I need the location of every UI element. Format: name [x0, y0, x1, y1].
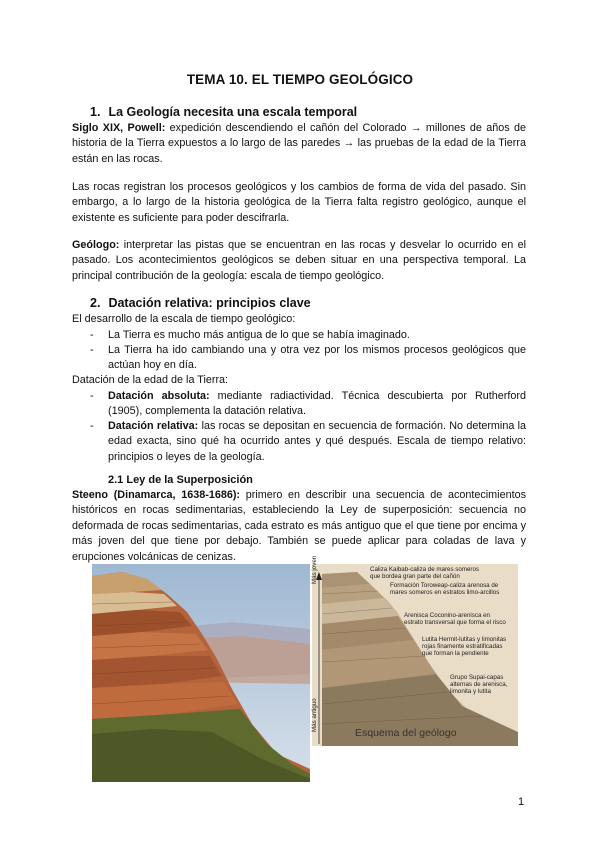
powell-text: expedición descendiendo el cañón del Colorado → millones de años de historia de la Tierra expuestos a lo largo de las paredes → las pruebas de la edad de la Tierra están en las rocas. [72, 122, 526, 165]
absolute-dating-text: mediante radiactividad. Técnica descubierta por Rutherford (1905), complementa la datación relativa. [108, 390, 526, 418]
relative-dating-text: las rocas se depositan en secuencia de formación. No determina la edad exacta, sino qué ha ocurrido antes y qué después. Escala de tiempo relativo: principios o leyes de la geología. [108, 420, 527, 463]
scale-intro-text: El desarrollo de la escala de tiempo geológico: [72, 313, 296, 325]
subsection-2-1-heading: 2.1 Ley de la Superposición [108, 474, 253, 486]
bullet-dash: - [90, 390, 94, 402]
list-item-earth-older [90, 328, 526, 343]
label-toroweap: Formación Toroweap-caliza arenosa de mares someros en estratos limo-arcillos [390, 582, 500, 596]
geologist-diagram [311, 555, 518, 746]
section-2-number: 2. [90, 296, 101, 310]
absolute-dating-label: Datación absoluta: [108, 390, 210, 402]
bullet-dash: - [90, 420, 94, 432]
label-supai: Grupo Supai-capas alternas de arenisca, limonita y lutita [450, 674, 508, 695]
grand-canyon-photo [92, 564, 310, 782]
relative-dating-label: Datación relativa: [108, 420, 199, 432]
bullet-text [108, 419, 526, 465]
bullet-dash: - [90, 329, 94, 341]
bullet-text [108, 389, 526, 420]
figure-caption: Esquema del geólogo [355, 727, 457, 739]
paragraph-steeno [72, 488, 526, 565]
label-coconino: Arenisca Coconino-arenisca en estrato transversal que forma el risco [404, 612, 506, 626]
list-item-absolute-dating [90, 389, 526, 420]
label-kaibab: Caliza Kaibab-caliza de mares someros que bordea gran parte del cañón [370, 566, 480, 580]
steeno-text: primero en describir una secuencia de acontecimientos históricos en rocas sedimentarias, estableciendo la Ley de superposición: secuencia no deformada de rocas sedimentarias, cada estrato es más antiguo que el que tiene por encima y más joven del que tiene por debajo. También se puede aplicar para coladas de lava y erupciones volcánicas de cenizas. [72, 489, 526, 563]
section-2-heading [90, 296, 311, 310]
steeno-label: Steeno (Dinamarca, 1638-1686): [72, 489, 241, 501]
page-number: 1 [518, 796, 525, 808]
rocks-record-text: Las rocas registran los procesos geológicos y los cambios de forma de vida del pasado. Sin embargo, a lo largo de la historia geológica de la Tierra falta registro geológico, aunque el existente es suficiente para poder descifrarla. [72, 181, 526, 224]
list-item-earth-changing [90, 343, 526, 374]
document-title: TEMA 10. EL TIEMPO GEOLÓGICO [186, 72, 414, 87]
section-1-number: 1. [90, 105, 101, 119]
axis-younger-label: Más joven [311, 555, 318, 584]
geologist-label: Geólogo: [72, 239, 120, 251]
section-1-heading [90, 105, 357, 119]
paragraph-geologist [72, 238, 526, 284]
paragraph-scale-intro [72, 312, 526, 327]
axis-older-label: Más antiguo [311, 698, 318, 732]
label-hermit: Lutita Hermit-lutitas y limonitas rojas finamente estratificadas que forman la pendiente [422, 636, 507, 657]
powell-label: Siglo XIX, Powell: [72, 122, 166, 134]
section-1-title: La Geología necesita una escala temporal [108, 105, 358, 119]
bullet-text: La Tierra ha ido cambiando una y otra vez por los mismos procesos geológicos que actúan hoy en día. [108, 344, 526, 372]
paragraph-powell [72, 121, 526, 167]
section-2-title: Datación relativa: principios clave [108, 296, 311, 310]
paragraph-rocks-record [72, 180, 526, 226]
bullet-dash: - [90, 344, 94, 356]
geologist-text: interpretar las pistas que se encuentran en las rocas y desvelar lo ocurrido en el pasado. Los acontecimientos geológicos se deben situar en una perspectiva temporal. La principal contribución de la geología: escala de tiempo geológico. [72, 239, 526, 282]
list-item-relative-dating [90, 419, 526, 465]
paragraph-dating-intro [72, 373, 526, 388]
dating-intro-text: Datación de la edad de la Tierra: [72, 374, 229, 386]
bullet-text: La Tierra es mucho más antigua de lo que se había imaginado. [108, 329, 410, 341]
